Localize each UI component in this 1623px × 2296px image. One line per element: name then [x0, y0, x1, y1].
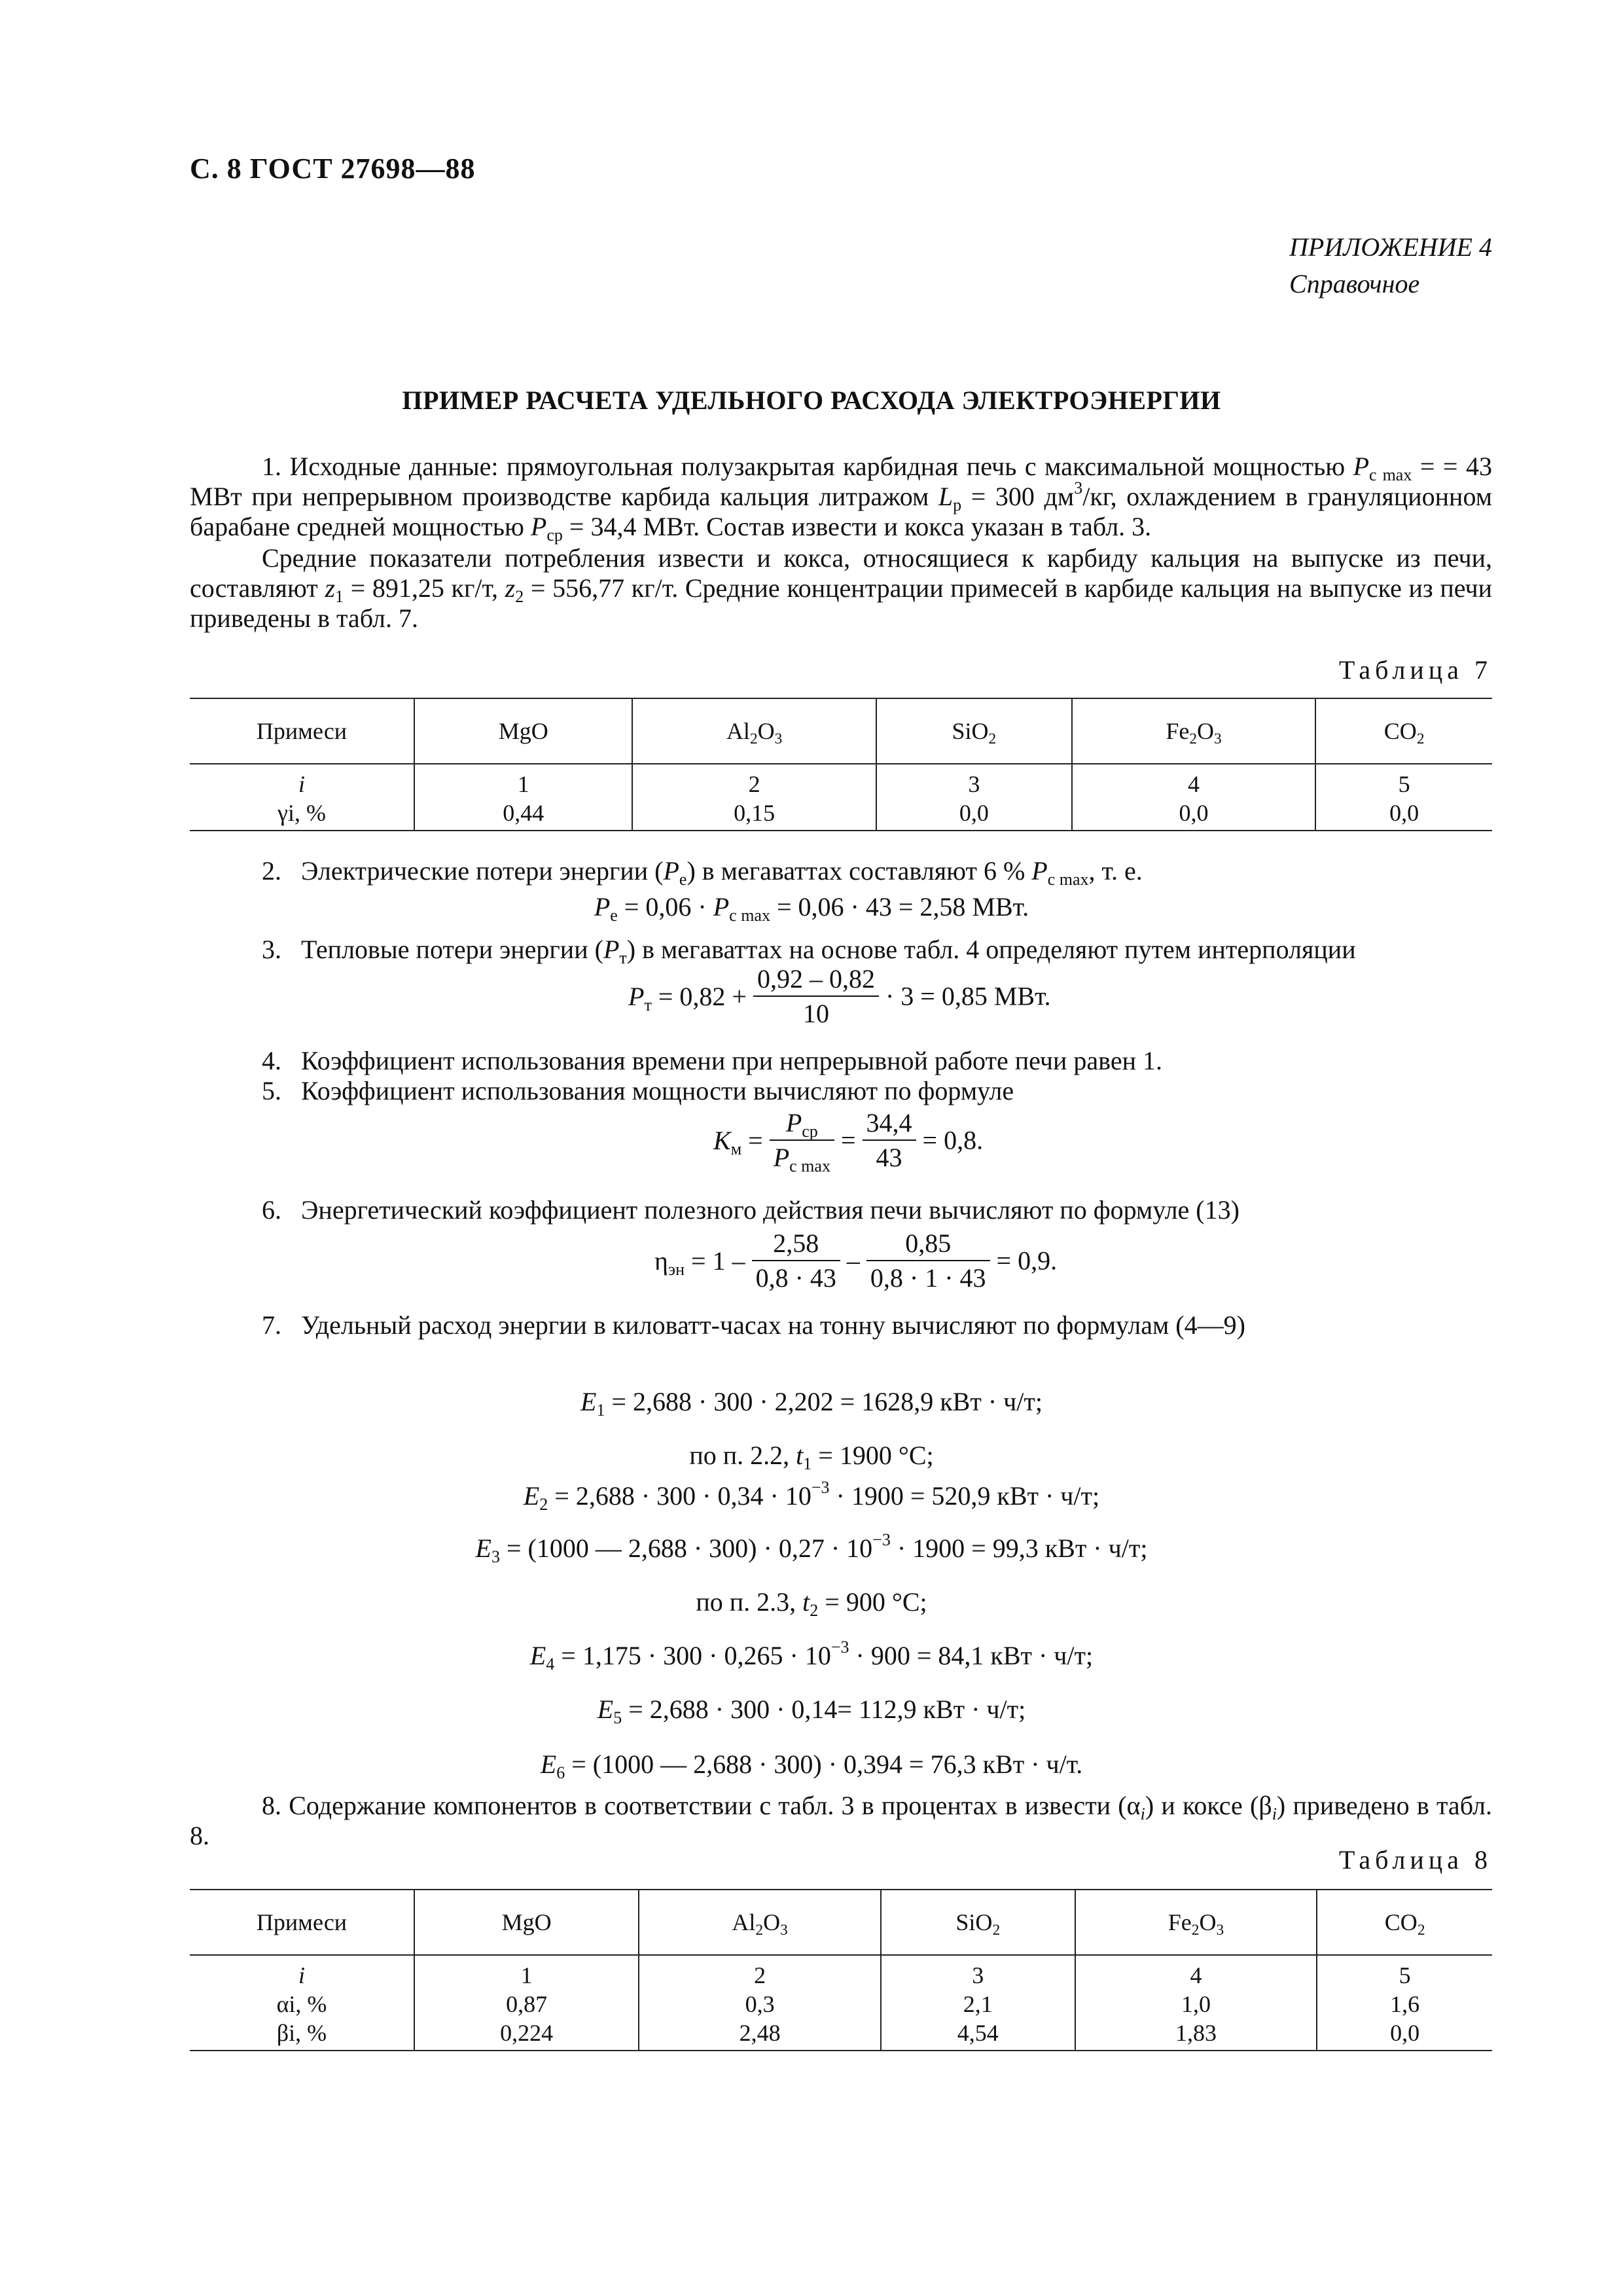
- table-cell: 3 2,1 4,54: [881, 1955, 1075, 2051]
- item-8: 8. Содержание компонентов в соответствии с табл. 3 в процентах в извести $(\alpha_i)$ и коксе $(\beta_i)$ приведено в табл. 8.: [190, 1791, 1493, 1850]
- table-cell: 2 0,15: [632, 764, 876, 831]
- column-header: $CO_2$: [1317, 1890, 1492, 1955]
- table-row: [190, 764, 1492, 831]
- item-6: 6. Энергетический коэффициент полезного действия печи вычисляют по формуле (13): [262, 1195, 1240, 1225]
- formula-ref-2-2: по п. 2.2, $t_1 = 1900$ °С;: [689, 1441, 934, 1473]
- item-5: 5. Коэффициент использования мощности вычисляют по формуле: [262, 1076, 1014, 1105]
- formula-km: $K_м$ = $\frac{P_{ср}}{P_{с max}}$ = $\frac{34,4}{43}$ = 0,8.: [713, 1108, 984, 1175]
- column-header: $CO_2$: [1315, 698, 1492, 764]
- column-header: SiO$_2$: [876, 698, 1072, 764]
- column-header: Примеси: [190, 698, 414, 764]
- appendix-label: [1289, 229, 1492, 302]
- table-cell: 5 1,6 0,0: [1317, 1955, 1492, 2051]
- page-header: С. 8 ГОСТ 27698—88: [190, 152, 476, 185]
- table-cell: i αi, % βi, %: [190, 1955, 414, 2051]
- page-title: ПРИМЕР РАСЧЕТА УДЕЛЬНОГО РАСХОДА ЭЛЕКТРОЭНЕРГИИ: [402, 386, 1221, 415]
- table-cell: 5 0,0: [1315, 764, 1492, 831]
- table-cell: 3 0,0: [876, 764, 1072, 831]
- appendix-type: Справочное: [1289, 269, 1420, 298]
- table-row: [190, 1955, 1492, 2051]
- column-header: MgO: [414, 698, 632, 764]
- table-7: [190, 698, 1492, 831]
- paragraph-1: 1. Исходные данные: прямоугольная полузакрытая карбидная печь с максимальной мощностью $P_{с max}$ = = 43 МВт при непрерывном производстве карбида кальция литражом $L_р = 300$ $дм^3/кг$, охлаждением в грануляционном барабане средней мощностью $P_{ср} = 34,4$ МВт. Состав извести и кокса указан в табл. 3.: [190, 452, 1493, 545]
- table-7-caption: Таблица 7: [1338, 655, 1492, 685]
- column-header: $Fe_2O_3$: [1072, 698, 1316, 764]
- column-header: $Fe_2O_3$: [1075, 1890, 1317, 1955]
- table-header-row: [190, 1890, 1492, 1955]
- table-cell: 1 0,44: [414, 764, 632, 831]
- appendix-number: ПРИЛОЖЕНИЕ 4: [1289, 232, 1492, 262]
- table-cell: 1 0,87 0,224: [414, 1955, 639, 2051]
- column-header: $Al_2O_3$: [632, 698, 876, 764]
- column-header: SiO$_2$: [881, 1890, 1075, 1955]
- table-cell: 4 0,0: [1072, 764, 1316, 831]
- item-7: 7. Удельный расход энергии в киловатт-часах на тонну вычисляют по формулам (4—9): [262, 1310, 1245, 1340]
- table-header-row: [190, 698, 1492, 764]
- formula-e4: $E_4 = 1,175 \cdot 300 \cdot 0,265 \cdot 10^{-3} \cdot 900 = 84,1$ кВт · ч/т;: [529, 1637, 1094, 1674]
- formula-ref-2-3: по п. 2.3, $t_2 = 900$ °С;: [696, 1587, 927, 1620]
- table-cell: 4 1,0 1,83: [1075, 1955, 1317, 2051]
- formula-e1: $E_1 = 2,688 \cdot 300 \cdot 2,202 = 1628,9$ кВт · ч/т;: [580, 1387, 1043, 1420]
- column-header: Примеси: [190, 1890, 414, 1955]
- column-header: $Al_2O_3$: [639, 1890, 881, 1955]
- item-4: 4. Коэффициент использования времени при непрерывной работе печи равен 1.: [262, 1046, 1162, 1075]
- item-2: 2. Электрические потери энергии $(P_е)$ в мегаваттах составляют 6 % $P_{с max}$, т. е.: [262, 856, 1143, 889]
- column-header: MgO: [414, 1890, 639, 1955]
- formula-eta: $\eta_{эн} = 1$ – $\frac{2,58}{0,8 \cdot 43}$ – $\frac{0,85}{0,8 \cdot 1 \cdot 43}$ = 0,9.: [654, 1229, 1058, 1293]
- table-cell: i γi, %: [190, 764, 414, 831]
- formula-e2: $E_2 = 2,688 \cdot 300 \cdot 0,34 \cdot 10^{-3} \cdot 1900 = 520,9$ кВт · ч/т;: [523, 1477, 1100, 1514]
- table-8-caption: Таблица 8: [1338, 1845, 1492, 1874]
- formula-e3: $E_3 = (1000$ — $2,688 \cdot 300) \cdot 0,27 \cdot 10^{-3} \cdot 1900 = 99,3$ кВт · ч/т;: [475, 1530, 1148, 1566]
- formula-e6: $E_6 = (1000$ — 2,688 · 300) · 0,394 = 76,3 кВт · ч/т.: [540, 1749, 1083, 1782]
- formula-pe: $P_е = 0,06 \cdot P_{с max} = 0,06 \cdot 43 = 2,58$ МВт.: [594, 892, 1029, 925]
- formula-pt: $P_т = 0,82$ + $\frac{0,92 - 0,82}{10}$ · 3 = 0,85 МВт.: [628, 964, 1051, 1028]
- formula-e5: $E_5 = 2,688 \cdot 300 \cdot 0,14= 112,9$ кВт · ч/т;: [597, 1695, 1026, 1727]
- table-cell: 2 0,3 2,48: [639, 1955, 881, 2051]
- table-8: [190, 1889, 1492, 2051]
- paragraph-1b: Средние показатели потребления извести и кокса, относящиеся к карбиду кальция на выпуске из печи, составляют $z_1 = 891,25$ кг/т, $z_2 = 556,77$ кг/т. Средние концентрации примесей в карбиде кальция на выпуске из печи приведены в табл. 7.: [190, 543, 1493, 633]
- item-3: 3. Тепловые потери энергии $(P_т)$ в мегаваттах на основе табл. 4 определяют путем интерполяции: [262, 935, 1356, 967]
